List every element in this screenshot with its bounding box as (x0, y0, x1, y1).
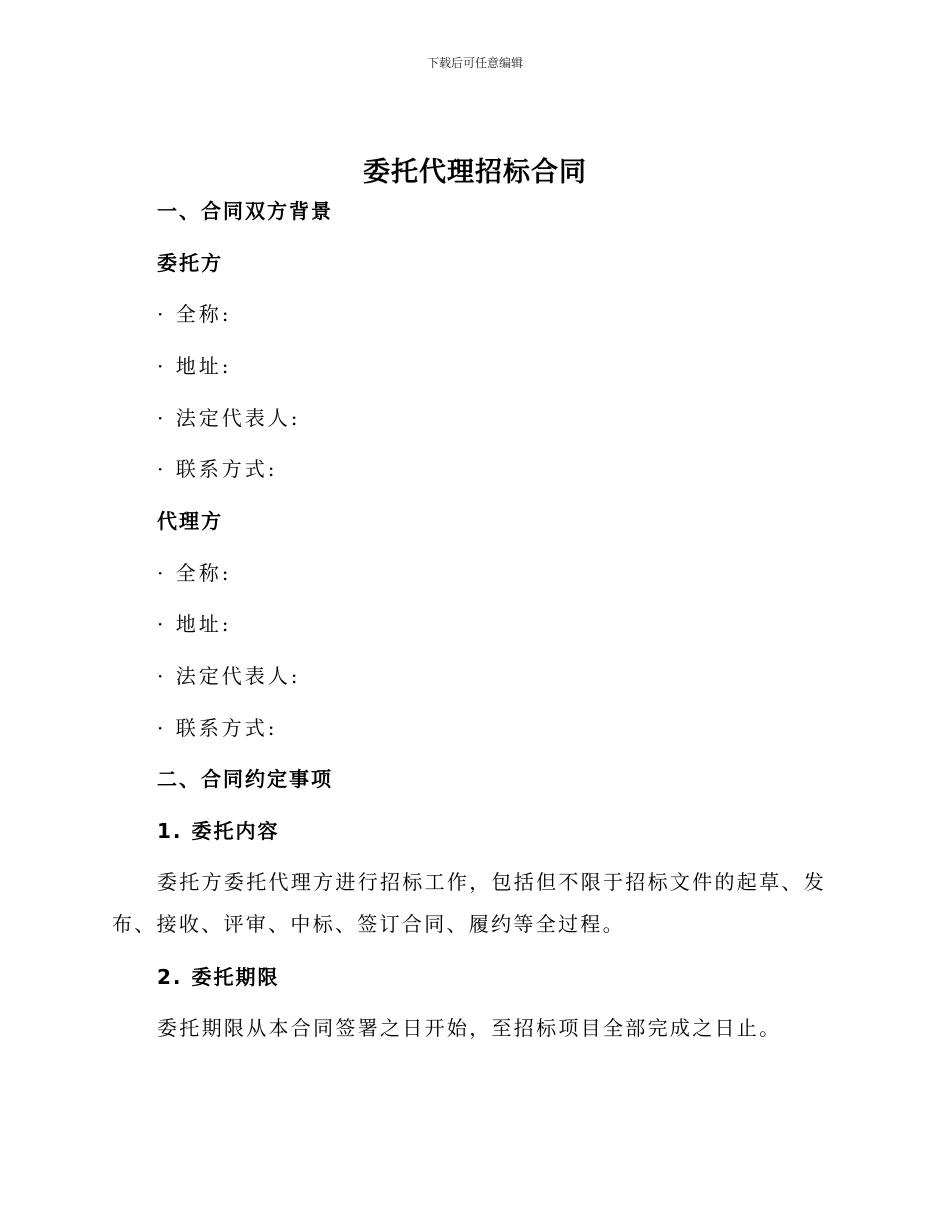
header-note: 下载后可任意编辑 (426, 56, 523, 70)
principal-contact-field: · 联系方式: (157, 457, 278, 481)
agent-address-field: · 地址: (157, 612, 232, 636)
section-heading-terms: 二、合同约定事项 (157, 767, 333, 791)
clause-text-term: 委托期限从本合同签署之日开始，至招标项目全部完成之日止。 (157, 1016, 782, 1040)
principal-name-field: · 全称: (157, 302, 232, 326)
document-title: 委托代理招标合同 (363, 157, 587, 188)
clause-heading-content: 1. 委托内容 (157, 819, 280, 843)
agent-name-field: · 全称: (157, 561, 232, 585)
principal-label: 委托方 (157, 251, 223, 275)
agent-legal-rep-field: · 法定代表人: (157, 664, 301, 688)
agent-contact-field: · 联系方式: (157, 716, 278, 740)
principal-legal-rep-field: · 法定代表人: (157, 406, 301, 430)
clause-text-content: 委托方委托代理方进行招标工作，包括但不限于招标文件的起草、发布、接收、评审、中标、签订合同、履约等全过程。 (112, 870, 826, 936)
section-heading-parties: 一、合同双方背景 (157, 199, 333, 223)
clause-heading-term: 2. 委托期限 (157, 965, 280, 989)
agent-label: 代理方 (157, 509, 223, 533)
principal-address-field: · 地址: (157, 354, 232, 378)
